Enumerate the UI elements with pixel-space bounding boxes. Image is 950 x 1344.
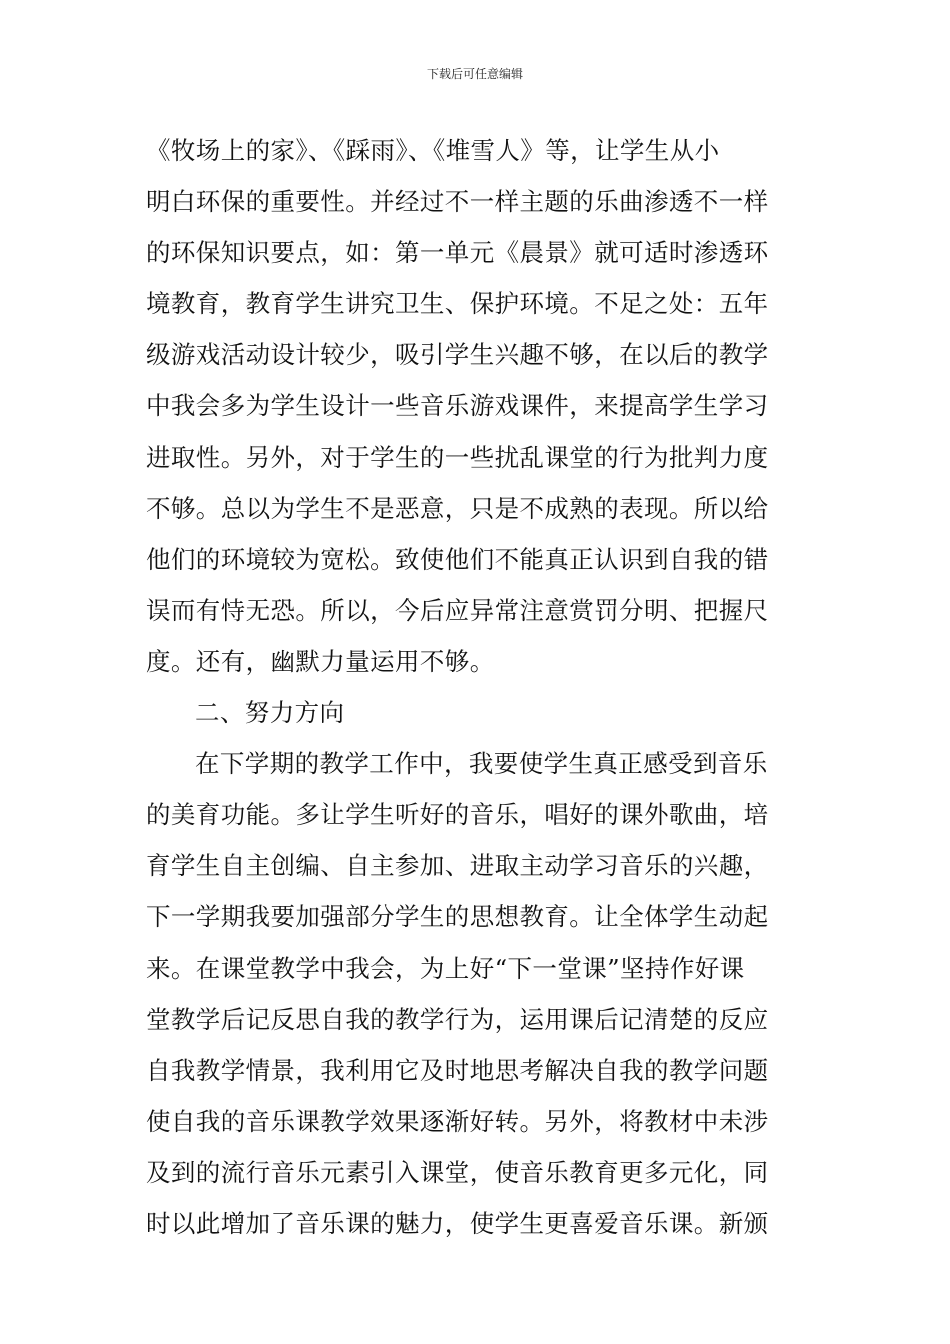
- text-line: 境教育，教育学生讲究卫生、保护环境。不足之处：五年: [146, 289, 769, 319]
- text-line: 《牧场上的家》、《踩雨》、《堆雪人》等，让学生从小: [146, 136, 720, 165]
- text-line: 自我教学情景，我利用它及时地思考解决自我的教学问题: [146, 1055, 769, 1085]
- text-line: 的环保知识要点，如：第一单元《晨景》就可适时渗透环: [146, 238, 769, 268]
- text-line: 明白环保的重要性。并经过不一样主题的乐曲渗透不一样: [146, 187, 769, 217]
- text-line: 来。在课堂教学中我会，为上好“下一堂课”坚持作好课: [146, 953, 745, 983]
- page-header: 下载后可任意编辑: [426, 67, 523, 81]
- paragraph-first-line: 在下学期的教学工作中，我要使学生真正感受到音乐: [195, 749, 768, 779]
- text-line: 度。还有，幽默力量运用不够。: [146, 646, 495, 676]
- text-line: 误而有恃无恐。所以，今后应异常注意赏罚分明、把握尺: [146, 595, 769, 625]
- text-line: 的美育功能。多让学生听好的音乐，唱好的课外歌曲，培: [146, 800, 769, 830]
- text-line: 时以此增加了音乐课的魅力，使学生更喜爱音乐课。新颁: [146, 1208, 769, 1238]
- text-line: 级游戏活动设计较少，吸引学生兴趣不够，在以后的教学: [146, 340, 769, 370]
- text-line: 他们的环境较为宽松。致使他们不能真正认识到自我的错: [146, 544, 769, 574]
- section-heading: 二、努力方向: [195, 698, 345, 728]
- text-line: 育学生自主创编、自主参加、进取主动学习音乐的兴趣，: [146, 851, 769, 881]
- text-line: 堂教学后记反思自我的教学行为，运用课后记清楚的反应: [146, 1004, 769, 1034]
- text-line: 下一学期我要加强部分学生的思想教育。让全体学生动起: [146, 902, 769, 932]
- text-line: 使自我的音乐课教学效果逐渐好转。另外，将教材中未涉: [146, 1106, 769, 1136]
- text-line: 中我会多为学生设计一些音乐游戏课件，来提高学生学习: [146, 391, 769, 421]
- text-line: 不够。总以为学生不是恶意，只是不成熟的表现。所以给: [146, 493, 769, 523]
- text-line: 及到的流行音乐元素引入课堂，使音乐教育更多元化，同: [146, 1157, 769, 1187]
- text-line: 进取性。另外，对于学生的一些扰乱课堂的行为批判力度: [146, 442, 769, 472]
- document-body: [146, 125, 810, 1249]
